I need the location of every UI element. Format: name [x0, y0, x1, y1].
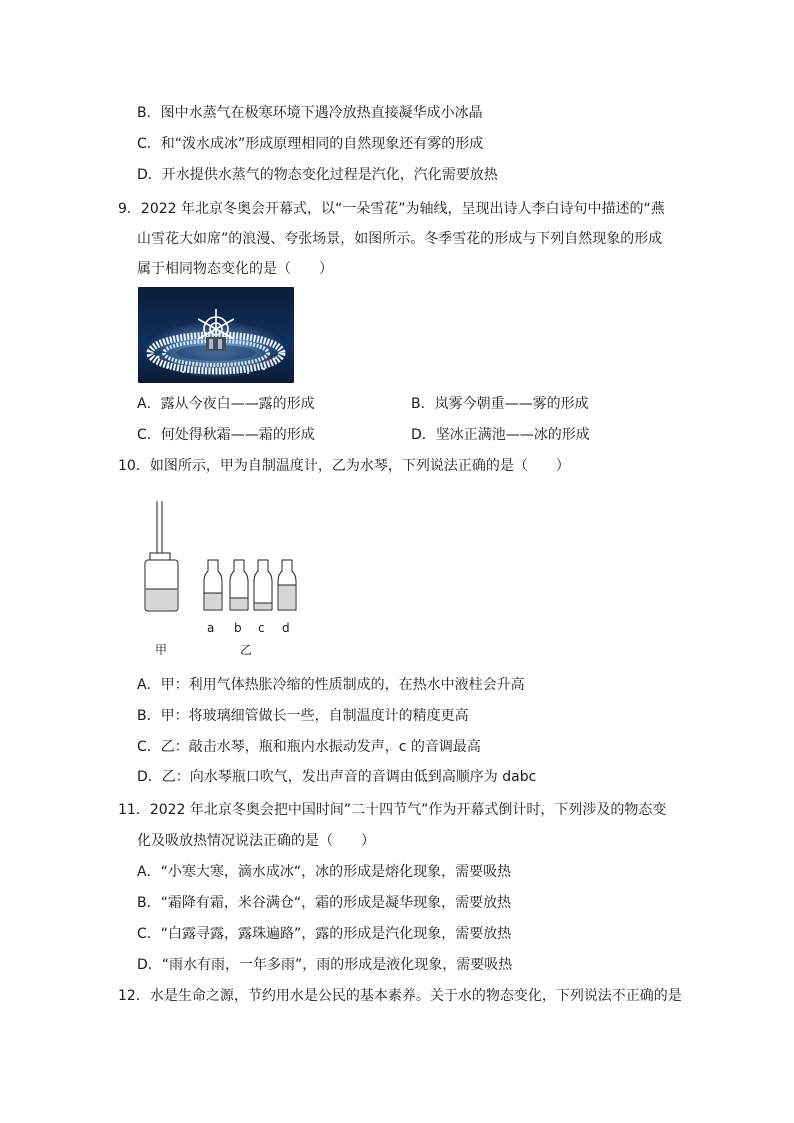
- q11-option-d: D．“雨水有雨，一年多雨”，雨的形成是液化现象，需要吸热: [137, 957, 513, 973]
- q8-option-c: C．和“泼水成冰”形成原理相同的自然现象还有雾的形成: [137, 136, 484, 152]
- water-harp-bottles: [204, 560, 296, 610]
- bottle-label-d: d: [282, 621, 290, 635]
- q11-option-a: A．“小寒大寒，滴水成冰“，冰的形成是熔化现象，需要吸热: [137, 864, 512, 880]
- q9-option-d: D．坚冰正满池——冰的形成: [411, 427, 590, 443]
- homemade-thermometer: [145, 501, 178, 611]
- q9-option-b: B．岚雾今朝重——雾的形成: [411, 396, 589, 412]
- q8-option-d: D．开水提供水蒸气的物态变化过程是汽化，汽化需要放热: [137, 167, 498, 183]
- q11-option-b: B．“霜降有霜，米谷满仓“，霜的形成是凝华现象，需要放热: [137, 895, 512, 911]
- q11-option-c: C．“白露寻露，露珠遍路”，露的形成是汽化现象，需要放热: [137, 926, 512, 942]
- bottle-label-b: b: [234, 621, 242, 635]
- q9-option-a: A．露从今夜白——露的形成: [137, 396, 315, 412]
- thermometer-and-water-harp-diagram: [138, 493, 308, 663]
- q9-option-c: C．何处得秋霜——霜的形成: [137, 427, 315, 443]
- q12-stem-line1: 12．水是生命之源，节约用水是公民的基本素养。关于水的物态变化，下列说法不正确的是: [118, 988, 682, 1004]
- bottle-label-c: c: [258, 621, 265, 635]
- q10-stem: 10．如图所示，甲为自制温度计，乙为水琴，下列说法正确的是（ ）: [118, 458, 570, 474]
- q11-stem-line2: 化及吸放热情况说法正确的是（ ）: [137, 833, 375, 849]
- q11-stem-line1: 11．2022 年北京冬奥会把中国时间”二十四节气”作为开幕式倒计时，下列涉及的物态变: [118, 802, 667, 818]
- q10-option-b: B．甲：将玻璃细管做长一些，自制温度计的精度更高: [137, 708, 469, 724]
- q9-stem-line1: 9．2022 年北京冬奥会开幕式，以“一朵雪花”为轴线，呈现出诗人李白诗句中描述的“燕: [118, 201, 665, 217]
- snowflake-ceremony-photo: [138, 287, 294, 383]
- q9-stem-line3: 属于相同物态变化的是（ ）: [137, 261, 333, 277]
- q10-option-a: A．甲：利用气体热胀冷缩的性质制成的，在热水中液柱会升高: [137, 677, 525, 693]
- q10-option-d: D．乙：向水琴瓶口吹气，发出声音的音调由低到高顺序为 dabc: [137, 769, 537, 785]
- label-jia: 甲: [155, 643, 168, 657]
- q8-option-b: B．图中水蒸气在极寒环境下遇冷放热直接凝华成小冰晶: [137, 105, 483, 121]
- q10-option-c: C．乙：敲击水琴，瓶和瓶内水振动发声，c 的音调最高: [137, 739, 481, 755]
- q9-stem-line2: 山雪花大如席”的浪漫、夸张场景，如图所示。冬季雪花的形成与下列自然现象的形成: [137, 231, 663, 247]
- bottle-label-a: a: [207, 621, 215, 635]
- label-yi: 乙: [240, 643, 253, 657]
